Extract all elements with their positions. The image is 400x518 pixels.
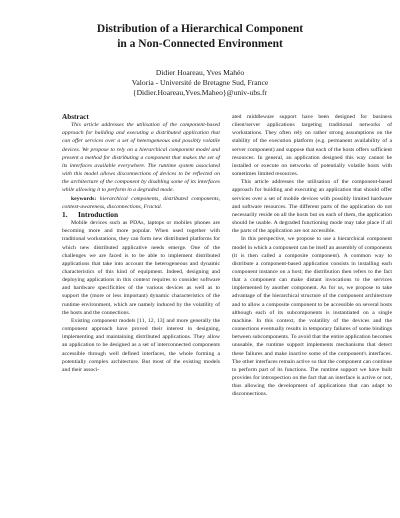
abstract-text: This article addresses the utilisation of the component-based approach for building and executing a distributed application that can offer services over a set of heterogeneous and possibly volatile devices. We propose to rely on a hierarchical component model and present a method for distributing a component that makes the set of its interfaces available everywhere. The runtime system associated with this model allows disconnections of devices to be reflected on the architecture of the component by disabling some of its interfaces while allowing it to perform in a degraded mode. [62, 122, 220, 194]
keywords-text: hierarchical components, distributed components, context-awareness, disconnections, Fractal. [62, 195, 220, 210]
author-email: {Didier.Hoareau,Yves.Maheo}@univ-ubs.fr [132, 88, 268, 98]
intro-paragraph-2: Existing component models [11, 12, 13] and more generally the component approach have proved their interest in designing, implementing and maintaining distributed applications. They allow an application to be designed as a set of interconnected components accessible through well defined interfaces, the whole forming a potentially complex architecture. But most of the existing models and their associ- [62, 317, 220, 373]
intro-paragraph-continued: ated middleware support have been designed for business client/server applications targeting traditional networks of workstations. They often rely on rather strong assumptions on the stability of the execution platform (e.g. permanent availability of a server component) and suppose that each of the hosts offers sufficient resources. In general, an application designed this way cannot be installed or execute on networks of potentially volatile hosts with sometimes limited resources. [232, 114, 392, 178]
author-block [0, 68, 400, 99]
keywords-label: keywords: [71, 195, 97, 202]
intro-paragraph-3: This article addresses the utilisation of the component-based approach for building and executing an application that should offer services over a set of mobile devices with possibly limited hardware and software resources. The different parts of the application do not necessarily reside on all the hosts but on each of them, the application should be usable. A degraded functioning mode may take place if all the parts of the application are not accessible. [232, 179, 392, 235]
left-column [62, 113, 220, 374]
intro-paragraph-1: Mobile devices such as PDAs, laptops or mobiles phones are becoming more and more popular. When used together with traditional workstations, they can form new distributed platforms for which new distributed applicative needs emerge. One of the challenges we are faced is to be able to implement distributed applications that take into account the heterogeneous and dynamic characteristics of this kind of equipment. Indeed, designing and deploying applications in this context requires to consider software and hardware specificities of the various devices as well as to support the (more or less important) dynamic characteristics of the runtime environment, which are namely induced by the volatility of the hosts and the connections. [62, 220, 220, 316]
title-line-2: in a Non-Connected Environment [117, 37, 283, 50]
section-title: Introduction [78, 209, 119, 219]
section-heading [62, 211, 220, 219]
section-number: 1. [62, 209, 68, 219]
affiliation: Valoria - Université de Bretagne Sud, France [131, 78, 269, 88]
intro-paragraph-4: In this perspective, we propose to use a hierarchical component model in which a component can be itself an assembly of components (it is then called a composite component). A common way to distribute a component-based application consists in installing each component instance on a host; the distribution then refers to the fact that a component can make distant invocations to the services implemented by another component. As for us, we propose to take advantage of the hierarchical structure of the component architecture and to allow a composite component to be accessible on several hosts although each of its subcomponents is instantiated on a single machine. In this context, the volatility of the devices and the connections eventually results in temporary failures of some bindings between subcomponents. To avoid that the entire application becomes unusable, the runtime support implements mechanisms that detect these failures and make inactive some of the component's interfaces. The other interfaces remain active so that the component can continue to perform part of its functions. The runtime support we have built provides for introspection on the fact that an interface is active or not, thus allowing the development of applications that can adapt to disconnections. [232, 236, 392, 398]
title-line-1: Distribution of a Hierarchical Component [96, 23, 304, 35]
paper-title [0, 22, 400, 51]
right-column [232, 113, 392, 398]
abstract-heading: Abstract [62, 113, 89, 121]
author-names: Didier Hoareau, Yves Mahéo [155, 68, 245, 77]
keywords [62, 195, 220, 211]
